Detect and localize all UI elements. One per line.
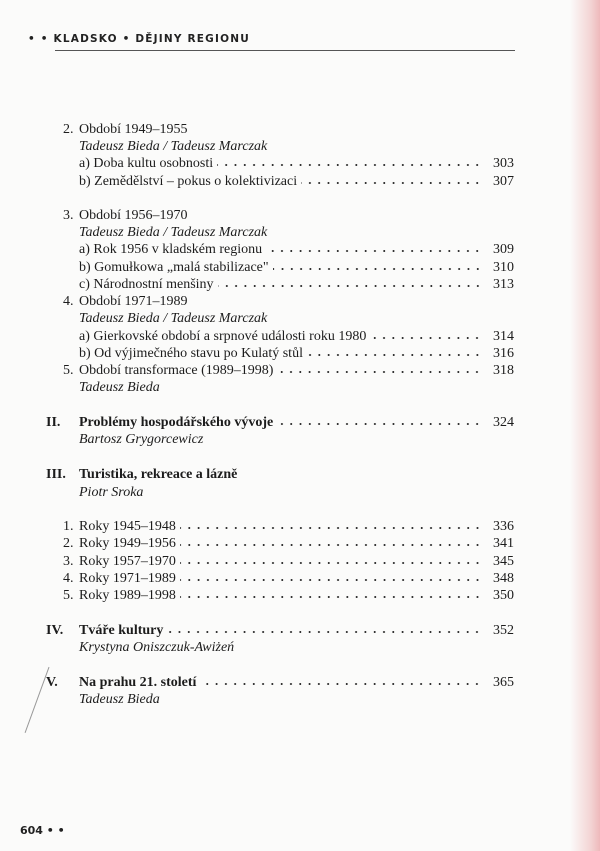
header-rule [55,50,515,51]
chapter-number: IV. [46,623,64,638]
dot-leader [277,422,482,426]
entry-title: Období 1971–1989 [79,294,188,309]
toc-subentry [79,155,514,173]
entry-number: 1. [63,519,74,534]
toc-entry-5 [63,362,514,380]
entry-number: 4. [63,571,74,586]
entry-number: 5. [63,588,74,603]
entry-number: 4. [63,294,74,309]
entry-number: 3. [63,554,74,569]
dot-leader [180,526,482,530]
toc-chapter-IV [46,622,514,640]
entry-title: b) Od výjimečného stavu po Kulatý stůl [79,346,303,361]
toc-entry [63,587,514,605]
chapter-title: Na prahu 21. století [79,675,197,690]
page-number: 303 [493,156,514,171]
entry-title: a) Rok 1956 v kladském regionu [79,242,263,257]
page-number: 350 [493,588,514,603]
page-number: 336 [493,519,514,534]
page-number: 341 [493,536,514,551]
entry-title: a) Gierkovské období a srpnové události roku 1980 [79,329,367,344]
toc-entry [63,553,514,571]
chapter-author: Bartosz Grygorcewicz [79,432,204,447]
entry-title: b) Zemědělství – pokus o kolektivizaci [79,174,298,189]
page-number: 345 [493,554,514,569]
entry-title: Roky 1971–1989 [79,571,176,586]
entry-number: 2. [63,536,74,551]
entry-title: Roky 1945–1948 [79,519,176,534]
chapter-author: Krystyna Oniszczuk-Awiżeń [79,640,235,655]
toc-entry-2 [63,121,514,139]
chapter-number: II. [46,415,61,430]
page-number: 307 [493,174,514,189]
page-number: 324 [493,415,514,430]
toc-subentry [79,328,514,346]
entry-title: Období 1949–1955 [79,122,188,137]
dot-leader [218,284,482,288]
entry-author: Tadeusz Bieda / Tadeusz Marczak [79,139,268,154]
dot-leader [307,353,482,357]
toc-chapter-III [46,466,514,484]
running-header: • • KLADSKO • DĚJINY REGIONU [28,33,250,45]
chapter-author: Tadeusz Bieda [79,692,160,707]
dot-leader [370,336,482,340]
page-number: 316 [493,346,514,361]
entry-title: Roky 1949–1956 [79,536,176,551]
dot-leader [167,630,482,634]
dot-leader [273,267,482,271]
chapter-title: Turistika, rekreace a lázně [79,467,238,482]
entry-title: Období 1956–1970 [79,208,188,223]
toc-entry-3 [63,207,514,225]
entry-author: Tadeusz Bieda / Tadeusz Marczak [79,311,268,326]
dot-leader [180,543,482,547]
toc-subentry [79,259,514,277]
page-number: 310 [493,260,514,275]
dot-leader [217,163,482,167]
chapter-author: Piotr Sroka [79,485,144,500]
toc-subentry [79,276,514,294]
dot-leader [301,181,482,185]
dot-leader [200,682,482,686]
entry-number: 2. [63,122,74,137]
page-number: 314 [493,329,514,344]
chapter-title: Tváře kultury [79,623,164,638]
toc-entry [63,518,514,536]
entry-title: a) Doba kultu osobnosti [79,156,214,171]
dot-leader [180,595,482,599]
entry-title: Roky 1957–1970 [79,554,176,569]
toc-entry [63,570,514,588]
chapter-number: V. [46,675,58,690]
toc-subentry [79,345,514,363]
entry-title: c) Národnostní menšiny [79,277,214,292]
dot-leader [277,370,482,374]
page-number: 365 [493,675,514,690]
toc-subentry [79,173,514,191]
entry-number: 3. [63,208,74,223]
dot-leader [180,578,482,582]
page-edge-shading [570,0,600,851]
page-number: 352 [493,623,514,638]
dot-leader [266,249,482,253]
entry-number: 5. [63,363,74,378]
entry-title: Roky 1989–1998 [79,588,176,603]
page-footer-number: 604 • • [20,824,65,837]
page-number: 313 [493,277,514,292]
chapter-title: Problémy hospodářského vývoje [79,415,274,430]
entry-title: b) Gomułkowa „malá stabilizace" [79,260,269,275]
toc-subentry [79,241,514,259]
pencil-mark [25,667,67,739]
entry-title: Období transformace (1989–1998) [79,363,274,378]
toc-entry-4 [63,293,514,311]
entry-author: Tadeusz Bieda / Tadeusz Marczak [79,225,268,240]
chapter-number: III. [46,467,66,482]
page-number: 348 [493,571,514,586]
page-number: 318 [493,363,514,378]
dot-leader [180,561,482,565]
toc-chapter-II [46,414,514,432]
entry-author: Tadeusz Bieda [79,380,160,395]
toc-entry [63,535,514,553]
toc-chapter-V [46,674,514,692]
page-number: 309 [493,242,514,257]
